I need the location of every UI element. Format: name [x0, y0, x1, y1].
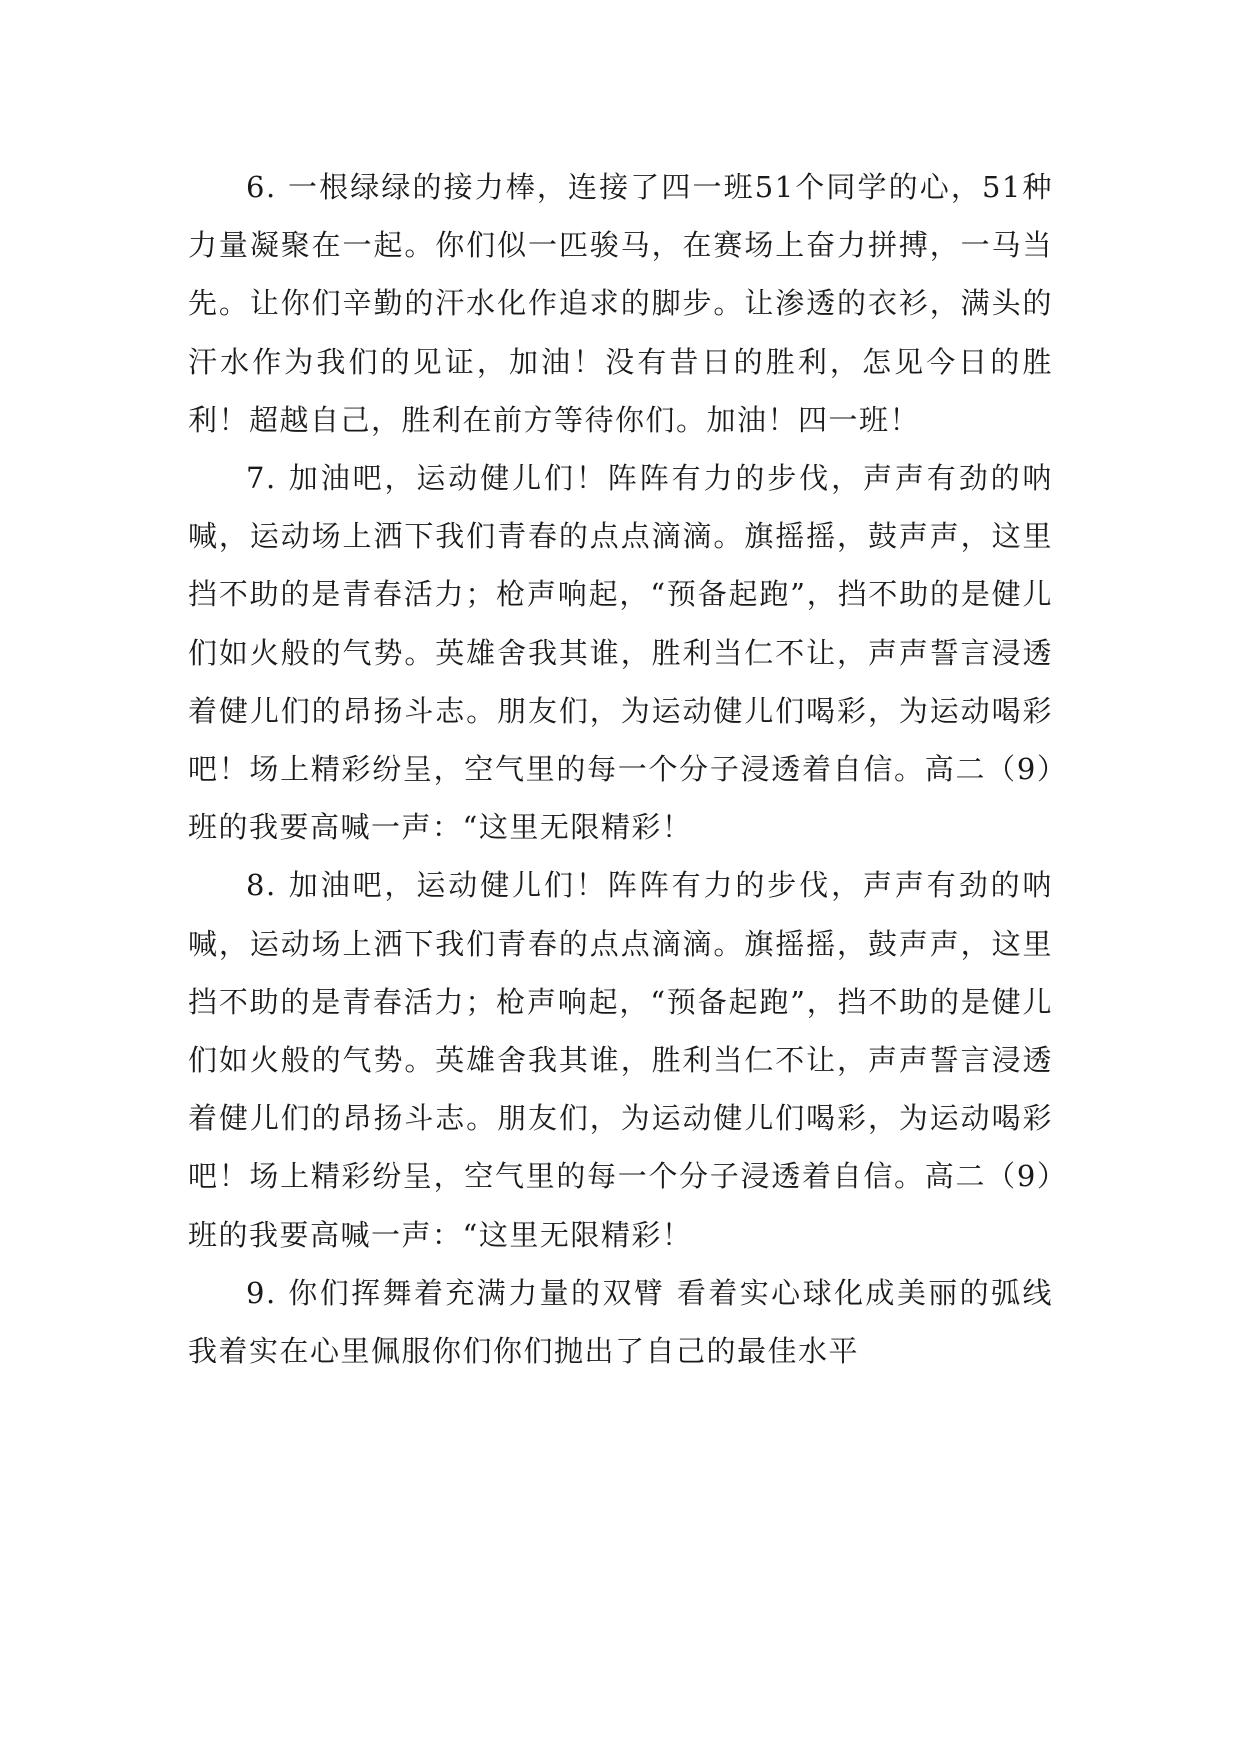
- paragraph-7: 7. 加油吧，运动健儿们！阵阵有力的步伐，声声有劲的呐喊，运动场上洒下我们青春的点点滴滴。旗摇摇，鼓声声，这里挡不助的是青春活力；枪声响起，“预备起跑”，挡不助的是健儿们如火般的气势。英雄舍我其谁，胜利当仁不让，声声誓言浸透着健儿们的昂扬斗志。朋友们，为运动健儿们喝彩，为运动喝彩吧！场上精彩纷呈，空气里的每一个分子浸透着自信。高二（9）班的我要高喊一声：“这里无限精彩！: [188, 461, 1053, 845]
- document-body: [188, 158, 1053, 1380]
- paragraph-6: 6. 一根绿绿的接力棒，连接了四一班51个同学的心，51种力量凝聚在一起。你们似一匹骏马，在赛场上奋力拼搏，一马当先。让你们辛勤的汗水化作追求的脚步。让渗透的衣衫，满头的汗水作为我们的见证，加油！没有昔日的胜利，怎见今日的胜利！超越自己，胜利在前方等待你们。加油！四一班！: [188, 170, 1053, 437]
- paragraph-8: 8. 加油吧，运动健儿们！阵阵有力的步伐，声声有劲的呐喊，运动场上洒下我们青春的点点滴滴。旗摇摇，鼓声声，这里挡不助的是青春活力；枪声响起，“预备起跑”，挡不助的是健儿们如火般的气势。英雄舍我其谁，胜利当仁不让，声声誓言浸透着健儿们的昂扬斗志。朋友们，为运动健儿们喝彩，为运动喝彩吧！场上精彩纷呈，空气里的每一个分子浸透着自信。高二（9）班的我要高喊一声：“这里无限精彩！: [188, 868, 1053, 1252]
- paragraph-9: 9. 你们挥舞着充满力量的双臂 看着实心球化成美丽的弧线 我着实在心里佩服你们你们抛出了自己的最佳水平: [188, 1275, 1053, 1369]
